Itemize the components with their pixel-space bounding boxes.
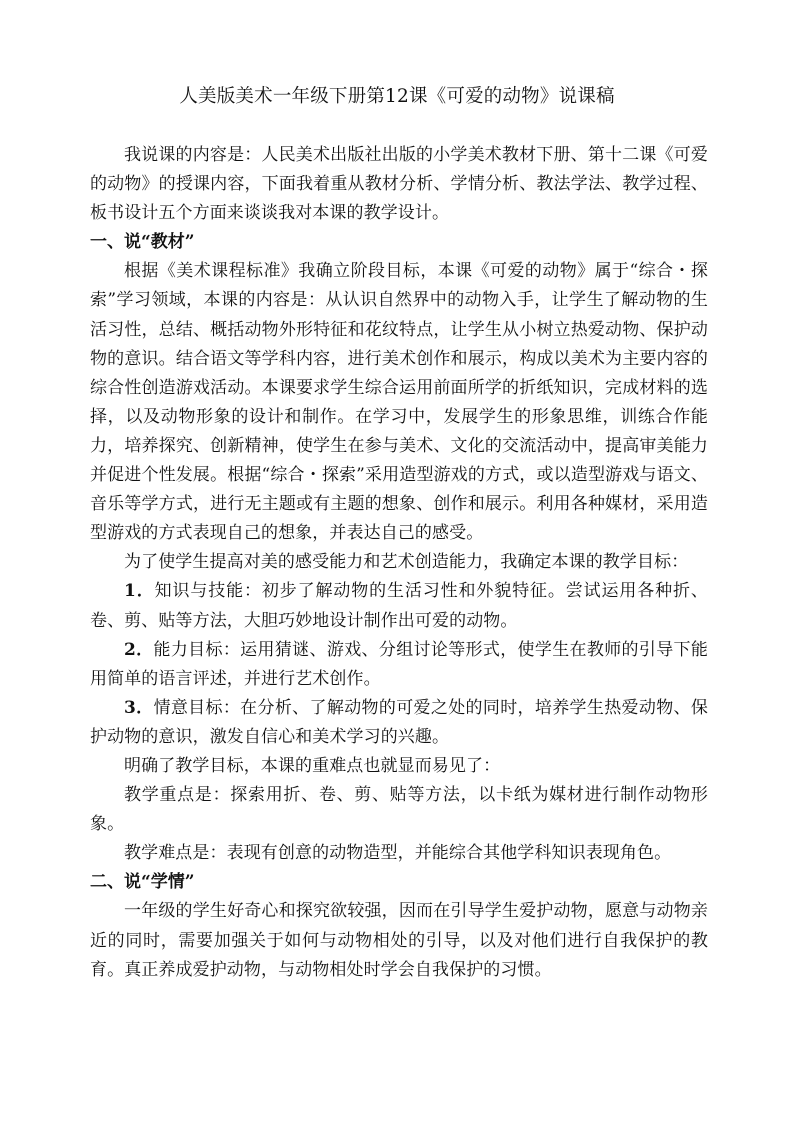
key-points-intro-paragraph: 明确了教学目标，本课的重难点也就显而易见了： (124, 755, 501, 776)
goal-item-ability (90, 636, 708, 694)
goal-number: 2． (124, 639, 154, 660)
goal-item-emotion (90, 694, 708, 752)
goal-number: 1． (124, 581, 155, 602)
goal-item-knowledge (90, 577, 708, 635)
teaching-difficulty-paragraph: 教学难点是：表现有创意的动物造型，并能综合其他学科知识表现角色。 (124, 843, 672, 864)
goal-text: 情意目标：在分析、了解动物的可爱之处的同时，培养学生热爱动物、保护动物的意识，激发自信心和美术学习的兴趣。 (90, 697, 708, 747)
teaching-focus-paragraph: 教学重点是：探索用折、卷、剪、贴等方法，以卡纸为媒材进行制作动物形象。 (90, 785, 708, 835)
goals-intro-paragraph: 为了使学生提高对美的感受能力和艺术创造能力，我确定本课的教学目标： (124, 552, 689, 573)
students-paragraph: 一年级的学生好奇心和探究欲较强，因而在引导学生爱护动物，愿意与动物亲近的同时，需要加强关于如何与动物相处的引导，以及对他们进行自我保护的教育。真正养成爱护动物，与动物相处时学会自我保护的习惯。 (90, 901, 708, 980)
intro-paragraph: 我说课的内容是：人民美术出版社出版的小学美术教材下册、第十二课《可爱的动物》的授课内容，下面我着重从教材分析、学情分析、教法学法、教学过程、板书设计五个方面来谈谈我对本课的教学设计。 (90, 145, 708, 224)
goal-number: 3． (124, 697, 154, 718)
goal-text: 能力目标：运用猜谜、游戏、分组讨论等形式，使学生在教师的引导下能用简单的语言评述，并进行艺术创作。 (90, 639, 708, 689)
section-heading-textbook: 一、说“教材” (90, 232, 195, 253)
section-heading-students: 二、说“学情” (90, 872, 195, 893)
goal-text: 知识与技能：初步了解动物的生活习性和外貌特征。尝试运用各种折、卷、剪、贴等方法，大胆巧妙地设计制作出可爱的动物。 (90, 581, 708, 631)
document-title: 人美版美术一年级下册第12课《可爱的动物》说课稿 (179, 86, 615, 107)
textbook-paragraph: 根据《美术课程标准》我确立阶段目标，本课《可爱的动物》属于“综合・探索”学习领域，本课的内容是：从认识自然界中的动物入手，让学生了解动物的生活习性，总结、概括动物外形特征和花纹特点，让学生从小树立热爱动物、保护动物的意识。结合语文等学科内容，进行美术创作和展示，构成以美术为主要内容的综合性创造游戏活动。本课要求学生综合运用前面所学的折纸知识，完成材料的选择，以及动物形象的设计和制作。在学习中，发展学生的形象思维，训练合作能力，培养探究、创新精神，使学生在参与美术、文化的交流活动中，提高审美能力并促进个性发展。根据“综合・探索”采用造型游戏的方式，或以造型游戏与语文、音乐等学方式，进行无主题或有主题的想象、创作和展示。利用各种媒材，采用造型游戏的方式表现自己的想象，并表达自己的感受。 (90, 261, 708, 544)
document-body (90, 141, 708, 985)
